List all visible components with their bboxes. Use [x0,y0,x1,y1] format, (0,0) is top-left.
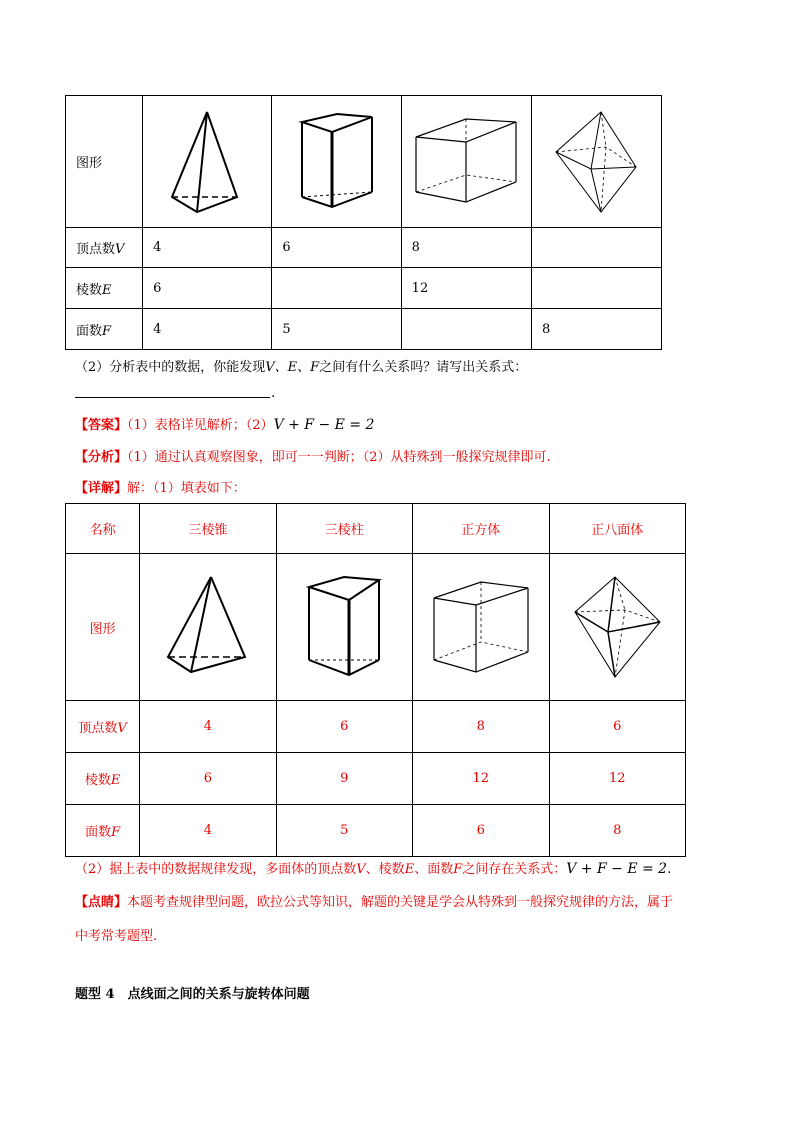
cell: 6 [143,268,272,309]
answer-line: 【答案】（1）表格详见解析；（2）V + F − E = 2 [75,417,375,433]
cell: 4 [143,309,272,350]
question-2: （2）分析表中的数据，你能发现V、E、F之间有什么关系吗？请写出关系式： [75,360,528,375]
cell: 12 [401,268,531,309]
conclusion-line: （2）据上表中的数据规律发现，多面体的顶点数V、棱数E、面数F之间存在关系式：V + F − E = 2. [75,861,672,877]
detail-tag: 【详解】 [75,481,128,496]
formula: V + F − E = 2 [566,861,668,877]
row-label-edges: 棱数E [66,753,140,805]
cell: 12 [549,753,686,805]
answer-tag: 【答案】 [75,418,128,433]
figure-prism [272,96,401,228]
section-title: 题型 4 点线面之间的关系与旋转体问题 [75,987,310,1002]
cell: 6 [276,701,412,753]
analysis-line: 【分析】（1）通过认真观察图象，即可一一判断；（2）从特殊到一般探究规律即可. [75,450,551,465]
header-col: 正方体 [412,504,549,554]
cell: 5 [276,805,412,857]
figure-tetrahedron [143,96,272,228]
cell: 8 [549,805,686,857]
analysis-tag: 【分析】 [75,450,128,465]
figure-octahedron [549,554,686,701]
figure-cube [401,96,531,228]
table-filled [65,503,686,857]
cell [531,228,661,268]
answer-blank [75,397,270,398]
cell: 6 [549,701,686,753]
row-label-vertices: 顶点数V [66,701,140,753]
cell: 8 [401,228,531,268]
cell: 6 [412,805,549,857]
cell [401,309,531,350]
cell [272,268,401,309]
formula: V + F − E = 2 [273,417,375,433]
header-col: 三棱柱 [276,504,412,554]
detail-line: 【详解】解：（1）填表如下： [75,481,246,496]
header-name: 名称 [66,504,140,554]
row-label-faces: 面数F [66,805,140,857]
row-label-faces: 面数F [66,309,143,350]
table-blank [65,95,662,350]
cell: 4 [140,701,276,753]
cell: 5 [272,309,401,350]
comment-tag: 【点睛】 [75,895,128,910]
cell: 6 [272,228,401,268]
cell: 4 [140,805,276,857]
blank-period: . [271,386,276,401]
cell: 4 [143,228,272,268]
row-label-figure: 图形 [66,554,140,701]
row-label-edges: 棱数E [66,268,143,309]
figure-cube [412,554,549,701]
comment-line-1: 【点睛】本题考查规律型问题，欧拉公式等知识，解题的关键是学会从特殊到一般探究规律的方法，属于 [75,895,674,910]
figure-prism [276,554,412,701]
header-col: 三棱锥 [140,504,276,554]
row-label-figure: 图形 [66,96,143,228]
cell: 12 [412,753,549,805]
row-label-vertices: 顶点数V [66,228,143,268]
cell [531,268,661,309]
figure-tetrahedron [140,554,276,701]
comment-line-2: 中考常考题型. [75,929,158,944]
header-col: 正八面体 [549,504,686,554]
figure-octahedron [531,96,661,228]
cell: 9 [276,753,412,805]
cell: 8 [412,701,549,753]
cell: 8 [531,309,661,350]
cell: 6 [140,753,276,805]
